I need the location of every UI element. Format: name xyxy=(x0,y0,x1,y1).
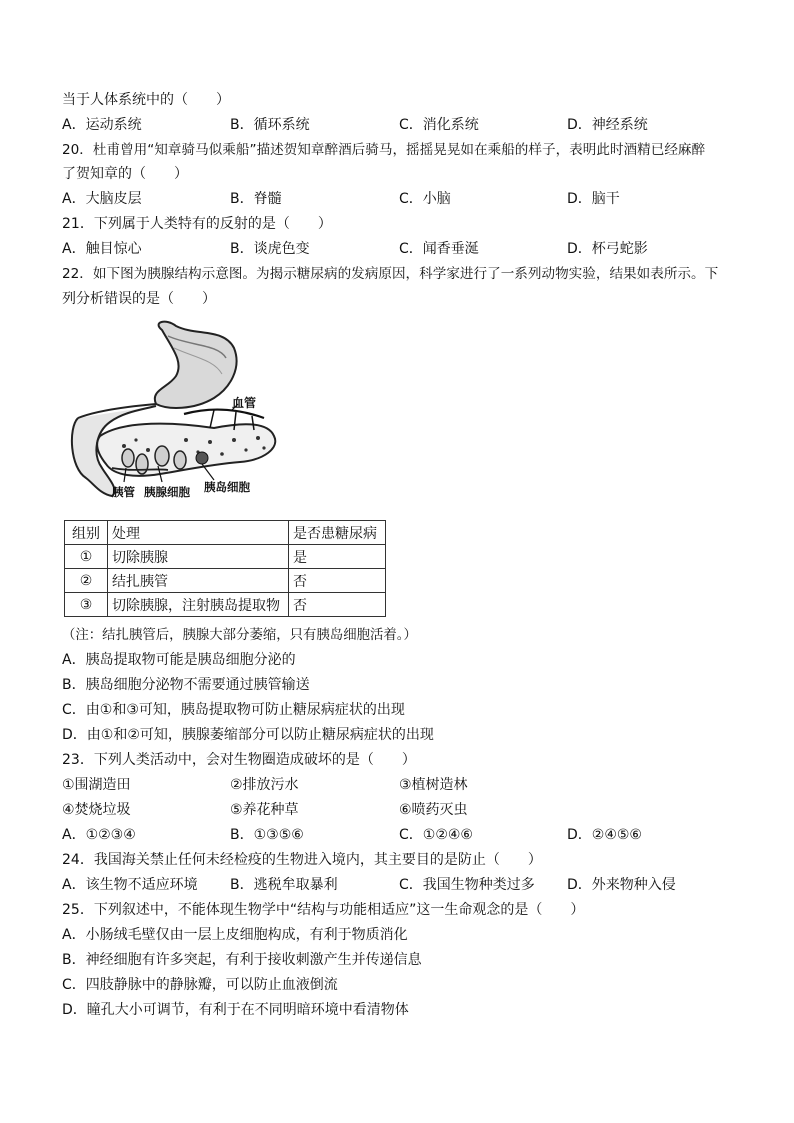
q25-option-a: A．小肠绒毛壁仅由一层上皮细胞构成，有利于物质消化 xyxy=(62,927,408,943)
table-cell-treatment: 结扎胰管 xyxy=(108,569,289,593)
q24-stem: 24．我国海关禁止任何未经检疫的生物进入境内，其主要目的是防止（ ） xyxy=(62,852,542,868)
table-header-result: 是否患糖尿病 xyxy=(289,521,386,545)
q25-option-c: C．四肢静脉中的静脉瓣，可以防止血液倒流 xyxy=(62,977,338,993)
q22-note: （注：结扎胰管后，胰腺大部分萎缩，只有胰岛细胞活着。） xyxy=(62,628,417,643)
q24-option-d: D．外来物种入侵 xyxy=(567,877,676,893)
q19-option-b: B．循环系统 xyxy=(230,117,310,133)
table-cell-group: ③ xyxy=(65,593,108,617)
q24-option-c: C．我国生物种类过多 xyxy=(399,877,535,893)
q20-stem-line1: 20．杜甫曾用“知章骑马似乘船”描述贺知章醉酒后骑马，摇摇晃晃如在乘船的样子，表明此时酒精已经麻醉 xyxy=(62,142,706,158)
q22-stem-line1: 22．如下图为胰腺结构示意图。为揭示糖尿病的发病原因，科学家进行了一系列动物实验，结果如表所示。下 xyxy=(62,266,719,282)
pancreas-shape xyxy=(97,424,275,476)
q21-option-a: A．触目惊心 xyxy=(62,241,142,257)
q22-option-b: B．胰岛细胞分泌物不需要通过胰管输送 xyxy=(62,677,310,693)
stomach-shape xyxy=(155,322,237,408)
q23-statement-6: ⑥喷药灭虫 xyxy=(399,802,468,818)
table-cell-result: 否 xyxy=(289,569,386,593)
table-cell-treatment: 切除胰腺，注射胰岛提取物 xyxy=(108,593,289,617)
q22-option-d: D．由①和②可知，胰腺萎缩部分可以防止糖尿病症状的出现 xyxy=(62,727,434,743)
table-row xyxy=(65,569,386,593)
table-row xyxy=(65,545,386,569)
q25-option-d: D．瞳孔大小可调节，有利于在不同明暗环境中看清物体 xyxy=(62,1002,409,1018)
q21-stem: 21．下列属于人类特有的反射的是（ ） xyxy=(62,216,332,232)
q20-option-b: B．脊髓 xyxy=(230,191,282,207)
q23-option-a: A．①②③④ xyxy=(62,827,136,843)
table-cell-result: 否 xyxy=(289,593,386,617)
q21-option-b: B．谈虎色变 xyxy=(230,241,310,257)
q23-statement-1: ①围湖造田 xyxy=(62,777,131,793)
q22-option-a: A．胰岛提取物可能是胰岛细胞分泌的 xyxy=(62,652,296,668)
q20-option-a: A．大脑皮层 xyxy=(62,191,142,207)
label-pancreatic-duct: 胰管 xyxy=(112,485,135,499)
label-blood-vessel: 血管 xyxy=(232,396,257,410)
q20-stem-line2: 了贺知章的（ ） xyxy=(62,166,188,182)
table-cell-treatment: 切除胰腺 xyxy=(108,545,289,569)
q21-option-c: C．闻香垂涎 xyxy=(399,241,479,257)
q23-stem: 23．下列人类活动中，会对生物圈造成破坏的是（ ） xyxy=(62,752,416,768)
q20-option-c: C．小脑 xyxy=(399,191,451,207)
q22-stem-line2: 列分析错误的是（ ） xyxy=(62,291,216,307)
q19-option-d: D．神经系统 xyxy=(567,117,648,133)
q24-option-a: A．该生物不适应环境 xyxy=(62,877,198,893)
q22-option-c: C．由①和③可知，胰岛提取物可防止糖尿病症状的出现 xyxy=(62,702,405,718)
table-cell-group: ② xyxy=(65,569,108,593)
q25-option-b: B．神经细胞有许多突起，有利于接收刺激产生并传递信息 xyxy=(62,952,422,968)
table-row xyxy=(65,593,386,617)
table-header-group: 组别 xyxy=(65,521,108,545)
q21-option-d: D．杯弓蛇影 xyxy=(567,241,648,257)
table-cell-group: ① xyxy=(65,545,108,569)
table-header-row xyxy=(65,521,386,545)
q23-option-b: B．①③⑤⑥ xyxy=(230,827,304,843)
q23-statement-5: ⑤养花种草 xyxy=(230,802,299,818)
experiment-table xyxy=(64,520,386,617)
q23-statement-2: ②排放污水 xyxy=(230,777,299,793)
table-cell-result: 是 xyxy=(289,545,386,569)
q25-stem: 25．下列叙述中，不能体现生物学中“结构与功能相适应”这一生命观念的是（ ） xyxy=(62,902,585,918)
q23-option-d: D．②④⑤⑥ xyxy=(567,827,642,843)
q23-option-c: C．①②④⑥ xyxy=(399,827,473,843)
q20-option-d: D．脑干 xyxy=(567,191,620,207)
q19-stem: 当于人体系统中的（ ） xyxy=(62,92,230,108)
label-acinar-cells: 胰腺细胞 xyxy=(144,485,190,499)
table-header-treatment: 处理 xyxy=(108,521,289,545)
q23-statement-4: ④焚烧垃圾 xyxy=(62,802,131,818)
q19-option-a: A．运动系统 xyxy=(62,117,142,133)
q24-option-b: B．逃税牟取暴利 xyxy=(230,877,338,893)
q19-option-c: C．消化系统 xyxy=(399,117,479,133)
label-islet-cells: 胰岛细胞 xyxy=(204,480,250,494)
pancreas-diagram xyxy=(64,318,290,504)
q23-statement-3: ③植树造林 xyxy=(399,777,468,793)
